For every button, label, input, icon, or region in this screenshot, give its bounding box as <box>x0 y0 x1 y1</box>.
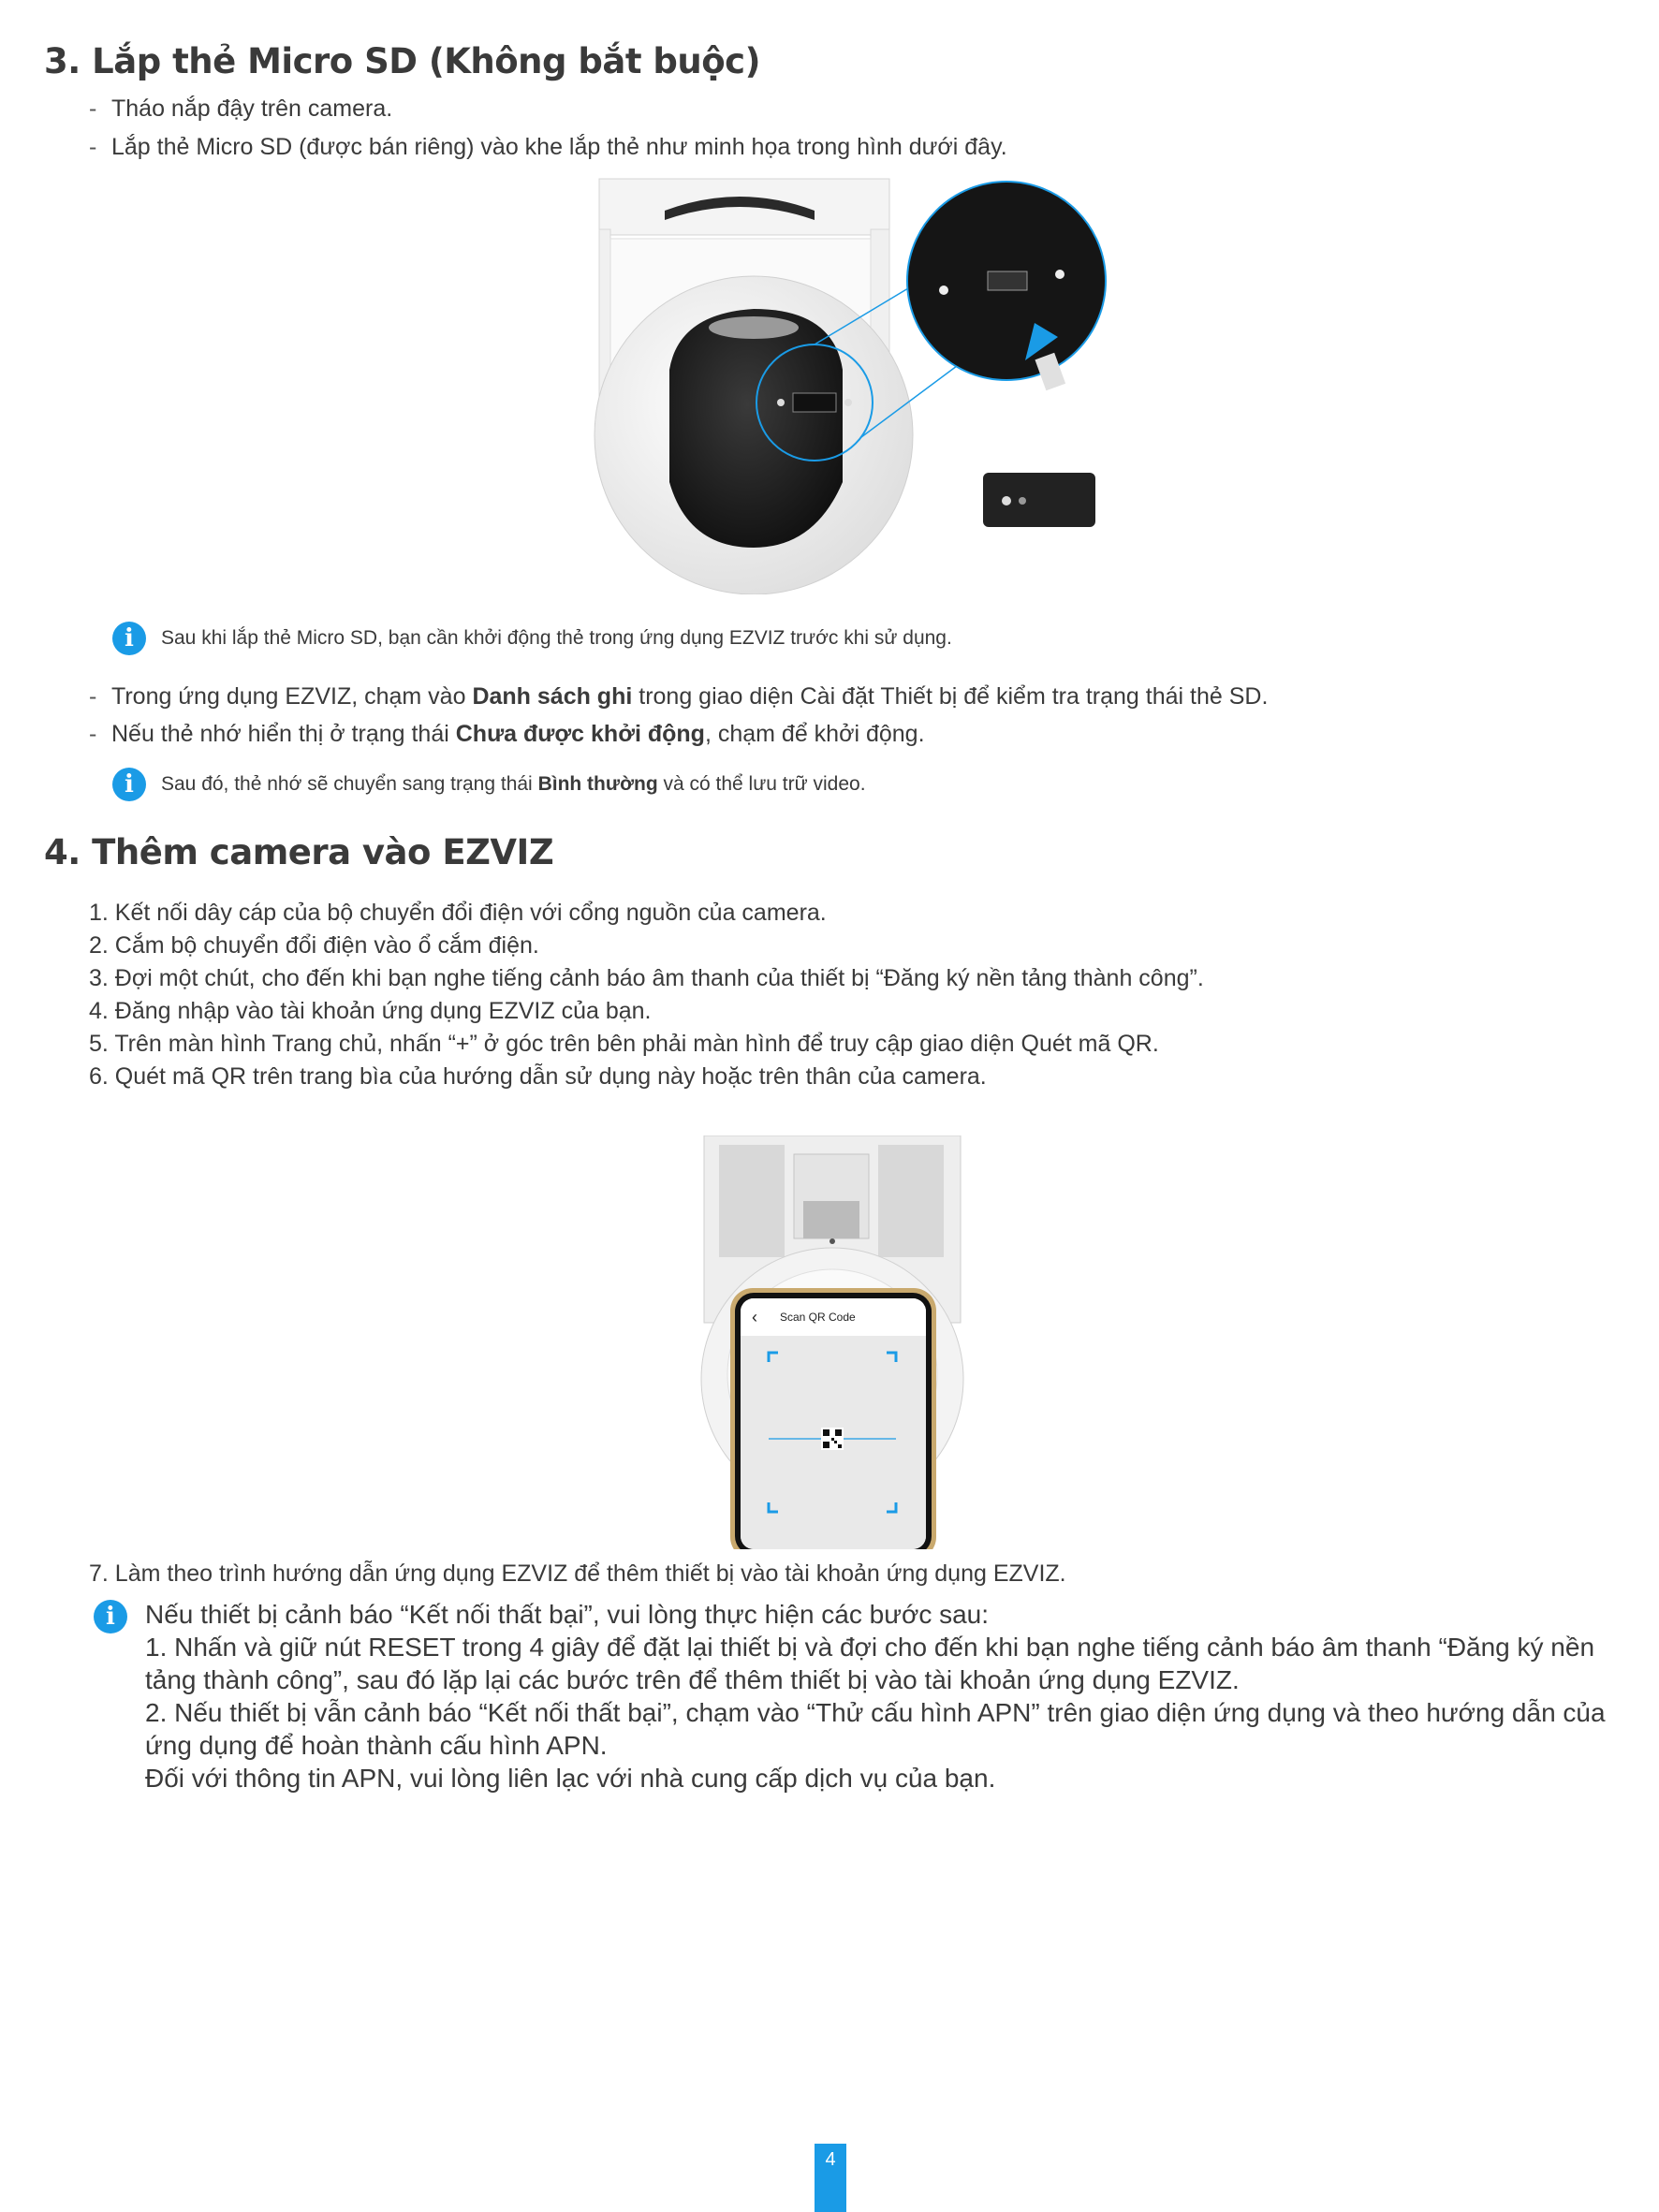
step-remove-cover: - Tháo nắp đậy trên camera. <box>89 95 393 122</box>
list-item: 1. Kết nối dây cáp của bộ chuyển đổi điện với cổng nguồn của camera. <box>89 900 827 926</box>
page-number: 4 <box>815 2144 846 2212</box>
failure-note-icon-wrap <box>94 1600 142 1633</box>
step-check-status: - Trong ứng dụng EZVIZ, chạm vào Danh sách ghi trong giao diện Cài đặt Thiết bị để kiểm tra trạng thái thẻ SD. <box>89 683 1269 710</box>
list-item: 3. Đợi một chút, cho đến khi bạn nghe tiếng cảnh báo âm thanh của thiết bị “Đăng ký nền tảng thành công”. <box>89 965 1204 991</box>
list-item: 4. Đăng nhập vào tài khoản ứng dụng EZVIZ của bạn. <box>89 998 652 1024</box>
info-note-normal: i Sau đó, thẻ nhớ sẽ chuyển sang trạng thái Bình thường và có thể lưu trữ video. <box>112 768 866 801</box>
info-note-initialize: i Sau khi lắp thẻ Micro SD, bạn cần khởi động thẻ trong ứng dụng EZVIZ trước khi sử dụng. <box>112 622 952 655</box>
failure-note: Nếu thiết bị cảnh báo “Kết nối thất bại”, vui lòng thực hiện các bước sau: 1. Nhấn và giữ nút RESET trong 4 giây để đặt lại thiết bị và đợi cho đến khi bạn nghe tiếng cảnh báo âm thanh “Đăng ký nền tảng thành công”, sau đó lặp lại các bước trên để thêm thiết bị vào tài khoản ứng dụng EZVIZ. 2. Nếu thiết bị vẫn cảnh báo “Kết nối thất bại”, chạm vào “Thử cấu hình APN” trên giao diện ứng dụng và theo hướng dẫn của ứng dụng để hoàn thành cấu hình APN. Đối với thông tin APN, vui lòng liên lạc với nhà cung cấp dịch vụ của bạn. <box>145 1600 1606 1793</box>
section-3-title: 3. Lắp thẻ Micro SD (Không bắt buộc) <box>44 41 760 81</box>
info-icon: i <box>112 768 146 801</box>
list-item: 5. Trên màn hình Trang chủ, nhấn “+” ở góc trên bên phải màn hình để truy cập giao diện Quét mã QR. <box>89 1031 1159 1057</box>
step-7: 7. Làm theo trình hướng dẫn ứng dụng EZVIZ để thêm thiết bị vào tài khoản ứng dụng EZVIZ. <box>89 1560 1066 1587</box>
back-chevron-icon[interactable]: ‹ <box>752 1307 757 1326</box>
info-icon: i <box>112 622 146 655</box>
list-item: 6. Quét mã QR trên trang bìa của hướng dẫn sử dụng này hoặc trên thân của camera. <box>89 1063 987 1090</box>
list-item: 2. Cắm bộ chuyển đổi điện vào ổ cắm điện. <box>89 932 539 959</box>
step-insert-card: - Lắp thẻ Micro SD (được bán riêng) vào khe lắp thẻ như minh họa trong hình dưới đây. <box>89 134 1007 160</box>
step-initialize-card: - Nếu thẻ nhớ hiển thị ở trạng thái Chưa được khởi động, chạm để khởi động. <box>89 721 925 747</box>
camera-sd-illustration <box>590 173 1114 594</box>
add-camera-steps <box>89 897 1204 1093</box>
qr-scan-illustration <box>700 1135 964 1549</box>
section-4-title: 4. Thêm camera vào EZVIZ <box>44 832 554 872</box>
phone-header-title: Scan QR Code <box>780 1311 856 1324</box>
phone-frame <box>730 1288 936 1549</box>
info-icon: i <box>94 1600 127 1633</box>
